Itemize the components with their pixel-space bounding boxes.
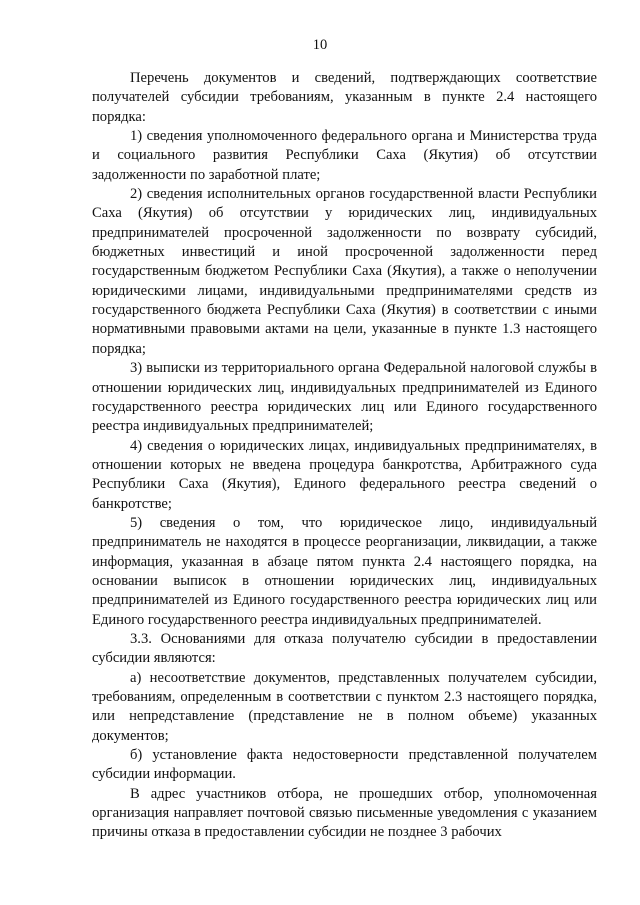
page-number: 10 bbox=[312, 37, 328, 53]
paragraph-item-2: 2) сведения исполнительных органов государственной власти Республики Саха (Якутия) об отсутствии у юридических лиц, индивидуальных предпринимателей просроченной задолженности по возврату субсидий, бюджетных инвестиций и иной просроченной задолженности перед государственным бюджетом Республики Саха (Якутия), а также о неполучении юридическими лицами, индивидуальными предпринимателями средств из государственного бюджета Республики Саха (Якутия) в соответствии с иными нормативными правовыми актами на цели, указанные в пункте 1.3 настоящего порядка; bbox=[92, 186, 597, 357]
paragraph-item-5: 5) сведения о том, что юридическое лицо, индивидуальный предприниматель не находятся в процессе реорганизации, ликвидации, а также информация, указанная в абзаце пятом пункта 2.4 настоящего порядка, на основании выписок в отношении юридических лиц, индивидуальных предпринимателей из Единого государственного реестра юридических лиц или Единого государственного реестра индивидуальных предпринимателей. bbox=[92, 514, 597, 628]
paragraph-item-a: а) несоответствие документов, представленных получателем субсидии, требованиям, определенным в соответствии с пунктом 2.3 настоящего порядка, или непредставление (представление не в полном объеме) указанных документов; bbox=[92, 669, 597, 744]
paragraph-item-b: б) установление факта недостоверности представленной получателем субсидии информации. bbox=[92, 747, 597, 783]
paragraph-documents-list-intro: Перечень документов и сведений, подтверждающих соответствие получателей субсидии требованиям, указанным в пункте 2.4 настоящего порядка: bbox=[92, 70, 597, 125]
document-body bbox=[92, 69, 597, 843]
paragraph-item-3: 3) выписки из территориального органа Федеральной налоговой службы в отношении юридических лиц, индивидуальных предпринимателей из Единого государственного реестра юридических лиц или Единого государственного реестра индивидуальных предпринимателей; bbox=[92, 360, 597, 435]
paragraph-notification: В адрес участников отбора, не прошедших отбор, уполномоченная организация направляет почтовой связью письменные уведомления с указанием причины отказа в предоставлении субсидии не позднее 3 рабочих bbox=[92, 785, 597, 841]
paragraph-item-1: 1) сведения уполномоченного федерального органа и Министерства труда и социального развития Республики Саха (Якутия) об отсутствии задолженности по заработной плате; bbox=[92, 128, 597, 183]
paragraph-section-3-3: 3.3. Основаниями для отказа получателю субсидии в предоставлении субсидии являются: bbox=[92, 630, 597, 667]
paragraph-item-4: 4) сведения о юридических лицах, индивидуальных предпринимателях, в отношении которых не введена процедура банкротства, Арбитражного суда Республики Саха (Якутия), Единого федерального реестра сведений о банкротстве; bbox=[92, 437, 597, 512]
